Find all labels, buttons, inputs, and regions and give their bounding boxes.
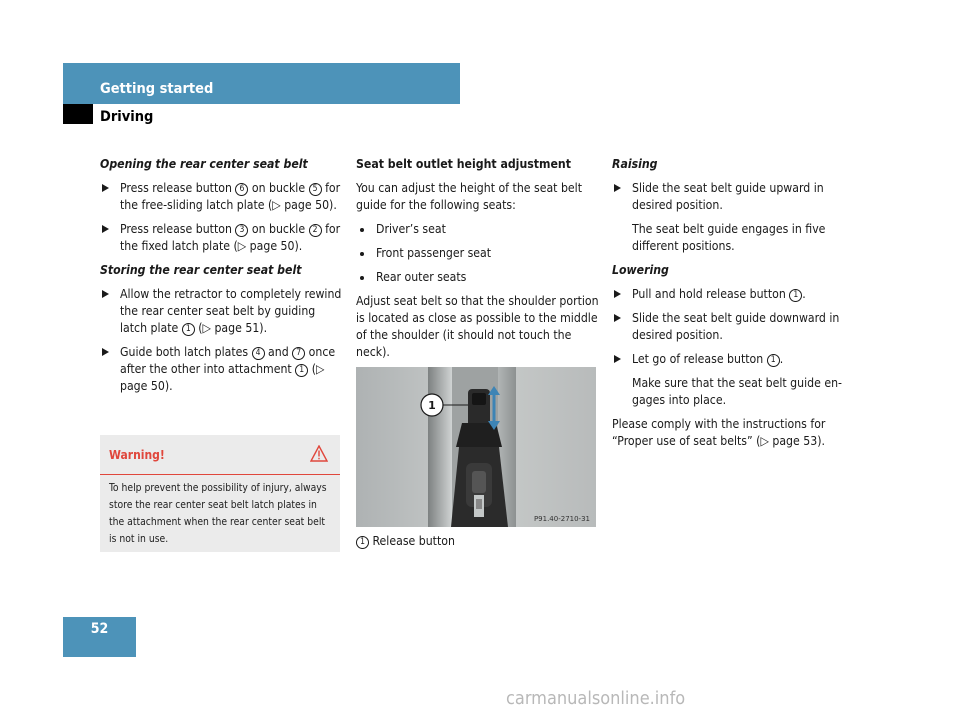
warning-text: To help prevent the possibility of injury, always store the rear center seat belt latch plates in the attachment when the rear center seat belt is not in use.: [109, 482, 327, 545]
step-arrow-icon: [614, 314, 621, 322]
callout-number: 7: [292, 347, 305, 360]
step-let-go: Let go of release button 1 .: [612, 351, 858, 368]
section-title: Getting started: [100, 81, 214, 97]
step-guide-latch-plates: Guide both latch plates 4 and 7 once after the other into attachment 1 (▷ page 50).: [100, 344, 343, 395]
intro-text: You can adjust the height of the seat belt guide for the following seats:: [356, 181, 583, 212]
callout-number: 2: [309, 224, 322, 237]
photo-callout: 1: [428, 399, 436, 412]
watermark: carmanualsonline.info: [506, 688, 686, 709]
step-allow-retractor: Allow the retractor to completely rewind the rear center seat belt by guiding latch plate 1 (▷ page 51).: [100, 286, 343, 337]
list-item: Front passenger seat: [356, 245, 600, 262]
callout-number: 1: [767, 354, 780, 367]
step-slide-downward: Slide the seat belt guide downward in desired position.: [612, 310, 858, 344]
column-middle: [356, 156, 600, 368]
page-ref-icon: ▷: [315, 362, 325, 376]
step-arrow-icon: [614, 184, 621, 192]
page-ref-icon: ▷: [760, 434, 769, 448]
bullet-icon: [360, 252, 364, 256]
page-link[interactable]: page 50).: [280, 198, 337, 212]
step-arrow-icon: [102, 225, 109, 233]
warning-box: [100, 435, 340, 552]
warning-header: [100, 435, 340, 475]
callout-number: 1: [789, 289, 802, 302]
callout-number: 1: [182, 323, 195, 336]
callout-number: 4: [252, 347, 265, 360]
callout-number: 6: [235, 183, 248, 196]
page-ref-icon: ▷: [272, 198, 281, 212]
bullet-icon: [360, 228, 364, 232]
step-arrow-icon: [614, 355, 621, 363]
step-pull-hold: Pull and hold release button 1 .: [612, 286, 858, 303]
photo-code: P91.40-2710-31: [533, 515, 590, 523]
note-engages: Make sure that the seat belt guide en-gages into place.: [632, 376, 842, 407]
heading-height-adjustment: Seat belt outlet height adjustment: [356, 157, 571, 171]
page-ref-icon: ▷: [237, 239, 247, 253]
callout-number: 3: [235, 224, 248, 237]
page-number: 52: [90, 621, 109, 637]
subsection-title: Driving: [100, 109, 154, 125]
heading-lowering: Lowering: [612, 263, 669, 277]
heading-storing: Storing the rear center seat belt: [100, 263, 302, 277]
page-link[interactable]: page 53).: [768, 434, 825, 448]
warning-title: Warning!: [109, 448, 165, 462]
list-item: Driver’s seat: [356, 221, 600, 238]
heading-opening: Opening the rear center seat belt: [100, 157, 308, 171]
bullet-icon: [360, 276, 364, 280]
step-arrow-icon: [102, 290, 109, 298]
page-ref-icon: ▷: [202, 321, 211, 335]
callout-number: 1: [295, 364, 308, 377]
column-left: [100, 156, 343, 402]
list-item: Rear outer seats: [356, 269, 600, 286]
step-slide-upward: Slide the seat belt guide upward in desired position.: [612, 180, 858, 214]
page-link[interactable]: page 50).: [246, 239, 303, 253]
callout-number: 5: [309, 183, 322, 196]
warning-triangle-icon: [310, 445, 328, 462]
adjust-paragraph: Adjust seat belt so that the shoulder portion is located as close as possible to the middle of the shoulder (it should not touch the neck).: [356, 294, 599, 359]
closing-paragraph: Please comply with the instructions for “Proper use of seat belts” (▷ page 53).: [612, 417, 826, 448]
step-arrow-icon: [614, 290, 621, 298]
step-arrow-icon: [102, 184, 109, 192]
page-link[interactable]: page 51).: [210, 321, 268, 335]
heading-raising: Raising: [612, 157, 658, 171]
callout-number: 1: [356, 536, 369, 549]
header-tab-marker: [63, 104, 93, 124]
step-arrow-icon: [102, 348, 109, 356]
step-press-release-3: Press release button 3 on buckle 2 for the fixed latch plate (▷ page 50).: [100, 221, 343, 255]
column-right: [612, 156, 858, 457]
step-press-release-6: Press release button 6 on buckle 5 for the free-sliding latch plate (▷ page 50).: [100, 180, 343, 214]
photo-caption: 1 Release button: [356, 533, 455, 550]
page-link[interactable]: page 50).: [120, 379, 173, 393]
note-five-positions: The seat belt guide engages in five different positions.: [632, 222, 826, 253]
seat-belt-guide-photo: [356, 367, 596, 527]
